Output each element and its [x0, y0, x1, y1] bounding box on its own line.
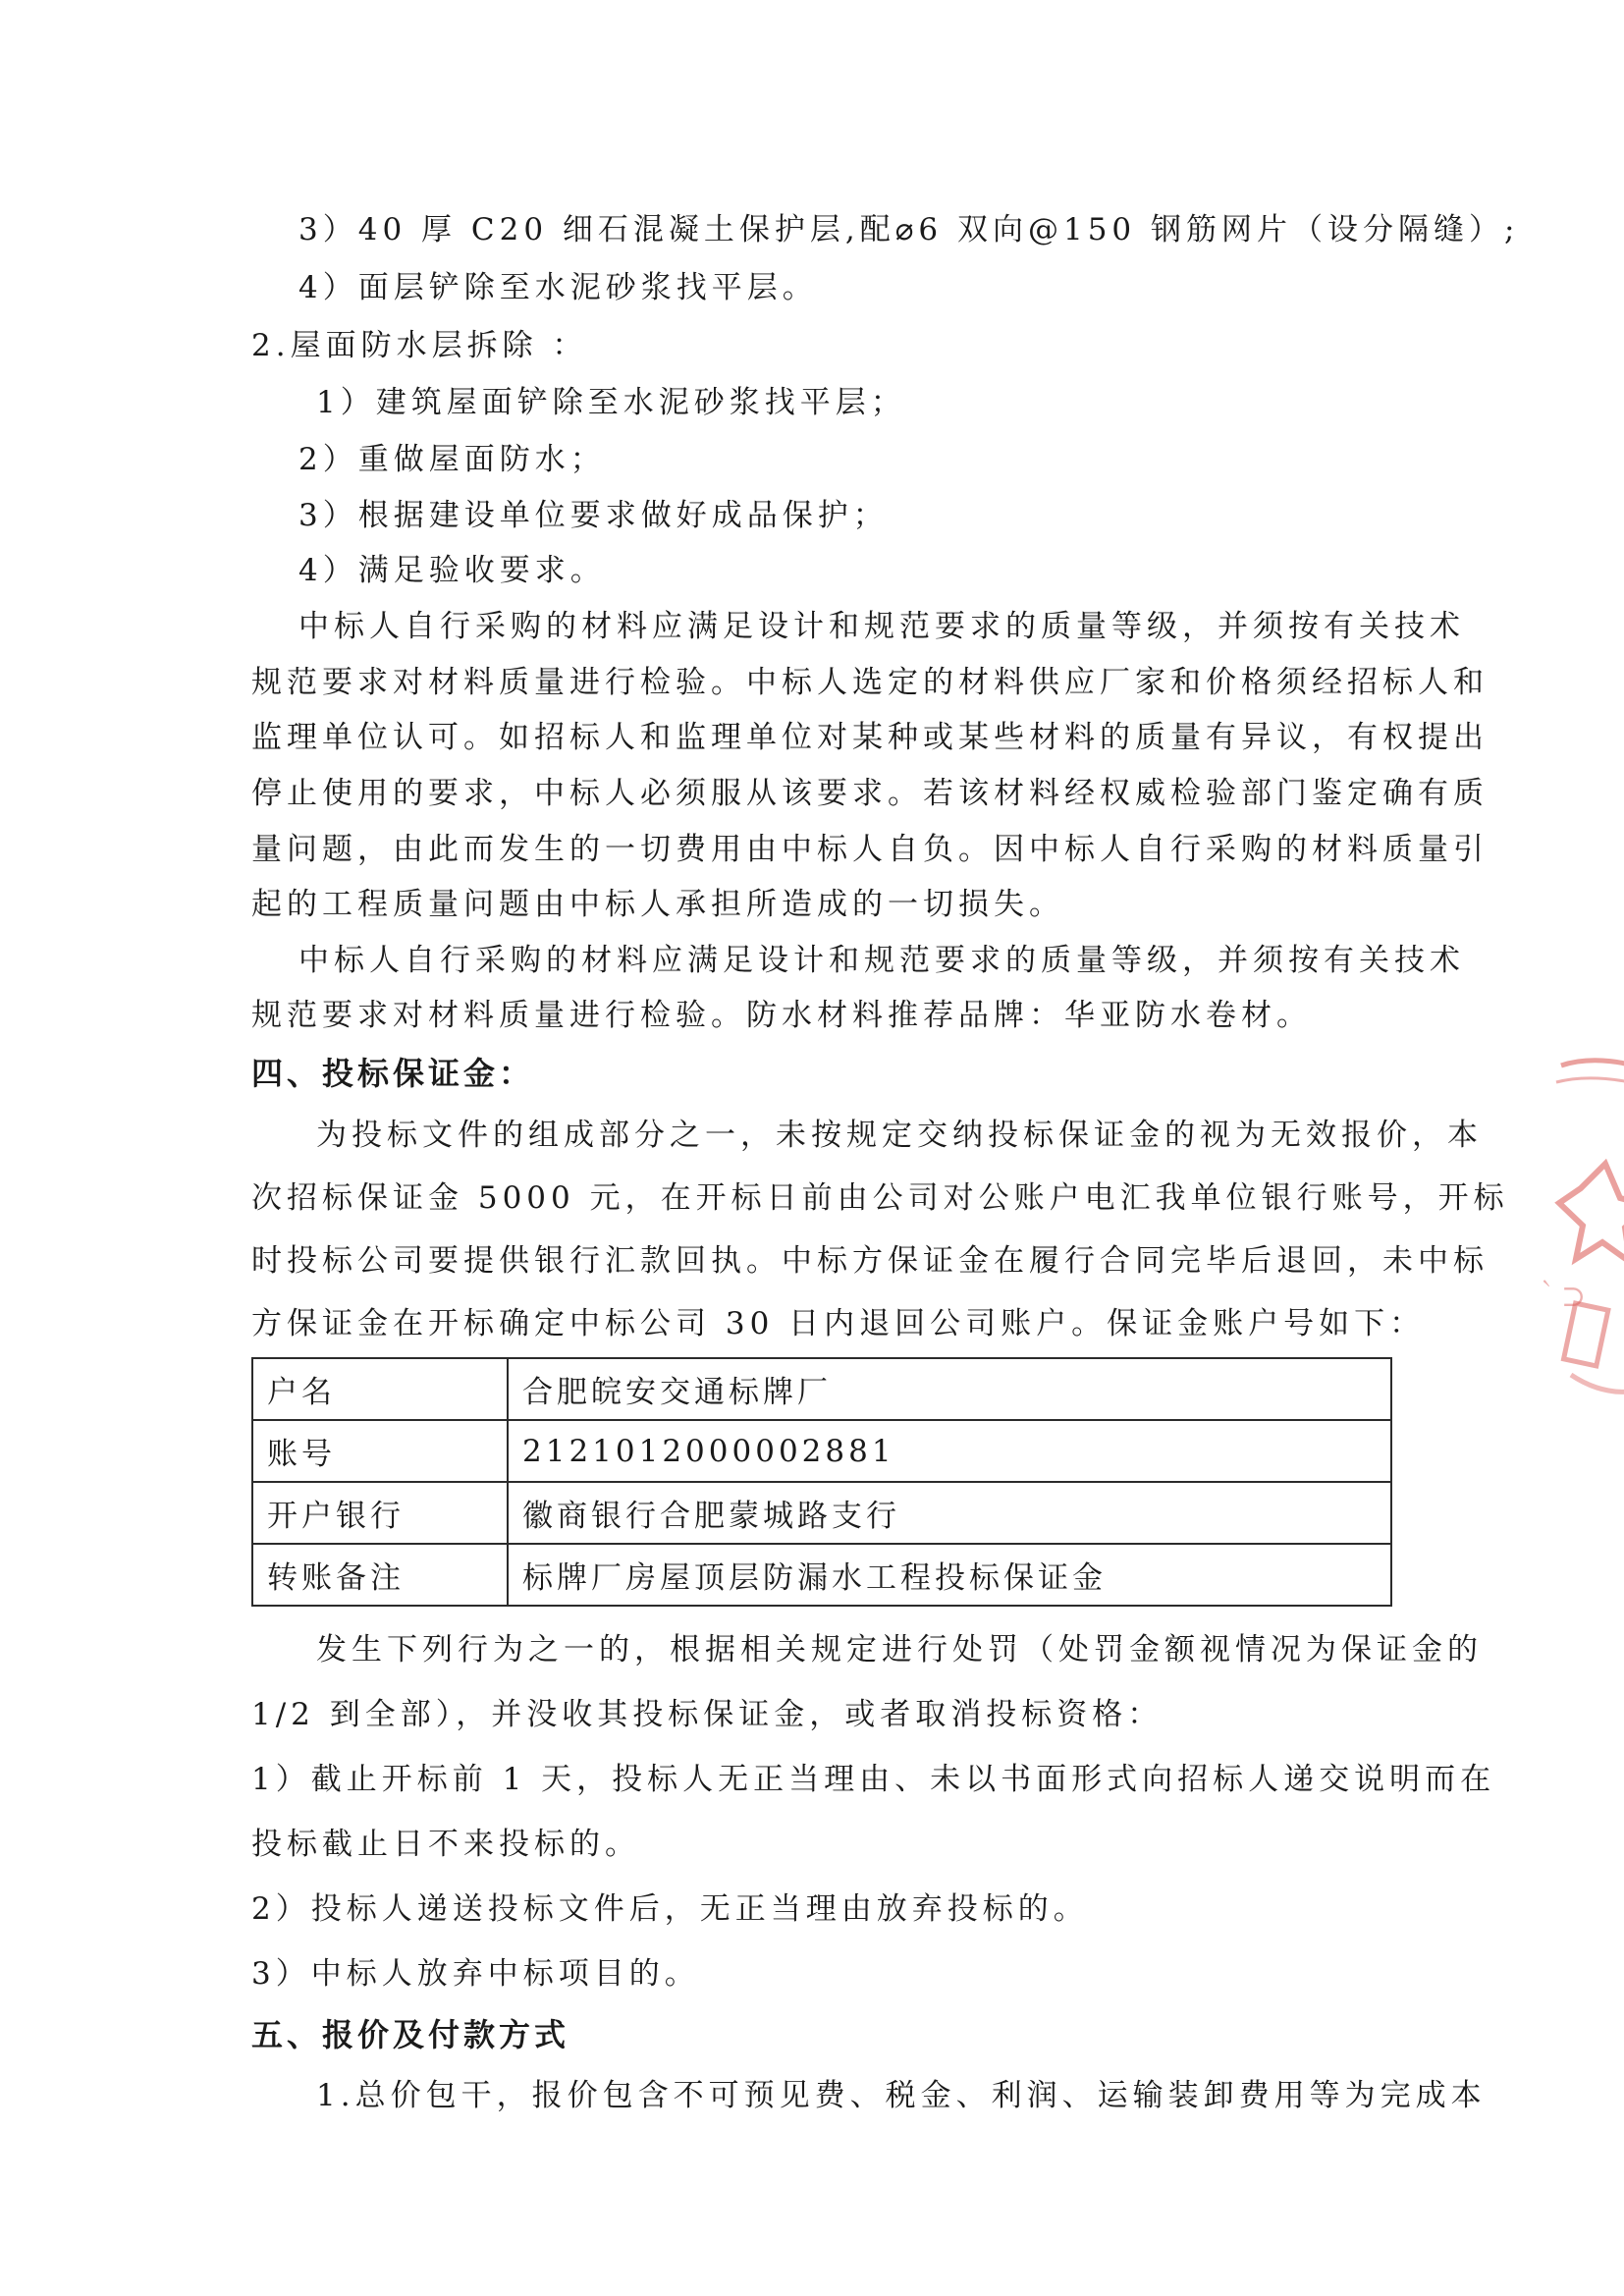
- body-line: 次招标保证金 5000 元，在开标日前由公司对公账户电汇我单位银行账号，开标: [251, 1180, 1509, 1216]
- body-line: 时投标公司要提供银行汇款回执。中标方保证金在履行合同完毕后退回，未中标: [251, 1243, 1489, 1279]
- body-line: 1）截止开标前 1 天，投标人无正当理由、未以书面形式向招标人递交说明而在: [251, 1762, 1496, 1797]
- table-row: [252, 1358, 1391, 1420]
- body-line: 为投标文件的组成部分之一，未按规定交纳投标保证金的视为无效报价，本: [316, 1118, 1483, 1153]
- body-line: 1）建筑屋面铲除至水泥砂浆找平层；: [316, 385, 906, 420]
- body-line: 投标截止日不来投标的。: [251, 1827, 640, 1862]
- body-line: 规范要求对材料质量进行检验。中标人选定的材料供应厂家和价格须经招标人和: [251, 665, 1489, 700]
- body-line: 4）面层铲除至水泥砂浆找平层。: [298, 270, 818, 305]
- table-key: 开户银行: [252, 1482, 508, 1544]
- body-line: 停止使用的要求，中标人必须服从该要求。若该材料经权威检验部门鉴定确有质: [251, 776, 1489, 811]
- body-line: 3）根据建设单位要求做好成品保护；: [298, 498, 889, 533]
- bank-account-table: [251, 1357, 1392, 1607]
- seal-stamp-icon: [1532, 1041, 1624, 1434]
- body-line: 1.总价包干，报价包含不可预见费、税金、利润、运输装卸费用等为完成本: [316, 2078, 1487, 2113]
- table-key: 账号: [252, 1420, 508, 1482]
- body-line: 2.屋面防水层拆除 ：: [251, 328, 588, 363]
- table-value: 徽商银行合肥蒙城路支行: [508, 1482, 1391, 1544]
- body-line: 监理单位认可。如招标人和监理单位对某种或某些材料的质量有异议，有权提出: [251, 720, 1489, 755]
- table-value: 2121012000002881: [508, 1420, 1391, 1482]
- table-row: [252, 1482, 1391, 1544]
- table-row: [252, 1544, 1391, 1606]
- body-line: 3）中标人放弃中标项目的。: [251, 1956, 700, 1992]
- body-line: 1/2 到全部），并没收其投标保证金，或者取消投标资格：: [251, 1697, 1164, 1732]
- body-line: 中标人自行采购的材料应满足设计和规范要求的质量等级，并须按有关技术: [298, 943, 1465, 978]
- body-line: 起的工程质量问题由中标人承担所造成的一切损失。: [251, 887, 1064, 922]
- body-line: 2）投标人递送投标文件后，无正当理由放弃投标的。: [251, 1891, 1089, 1927]
- body-line: 3）40 厚 C20 细石混凝土保护层,配⌀6 双向@150 钢筋网片（设分隔缝）;: [298, 212, 1520, 247]
- table-key: 户名: [252, 1358, 508, 1420]
- body-line: 方保证金在开标确定中标公司 30 日内退回公司账户。保证金账户号如下：: [251, 1306, 1426, 1341]
- body-line: 4）满足验收要求。: [298, 553, 606, 588]
- table-value: 标牌厂房屋顶层防漏水工程投标保证金: [508, 1544, 1391, 1606]
- table-value: 合肥皖安交通标牌厂: [508, 1358, 1391, 1420]
- body-line: 2）重做屋面防水；: [298, 442, 606, 477]
- body-line: 规范要求对材料质量进行检验。防水材料推荐品牌：华亚防水卷材。: [251, 998, 1312, 1033]
- body-line: 发生下列行为之一的，根据相关规定进行处罚（处罚金额视情况为保证金的: [316, 1632, 1483, 1667]
- table-row: [252, 1420, 1391, 1482]
- section-heading: 五、报价及付款方式: [251, 2016, 570, 2053]
- body-line: 量问题，由此而发生的一切费用由中标人自负。因中标人自行采购的材料质量引: [251, 832, 1489, 867]
- section-heading: 四、投标保证金：: [251, 1055, 535, 1092]
- body-line: 中标人自行采购的材料应满足设计和规范要求的质量等级，并须按有关技术: [298, 609, 1465, 644]
- table-key: 转账备注: [252, 1544, 508, 1606]
- svg-text:｀⊃: ｀⊃: [1532, 1280, 1587, 1314]
